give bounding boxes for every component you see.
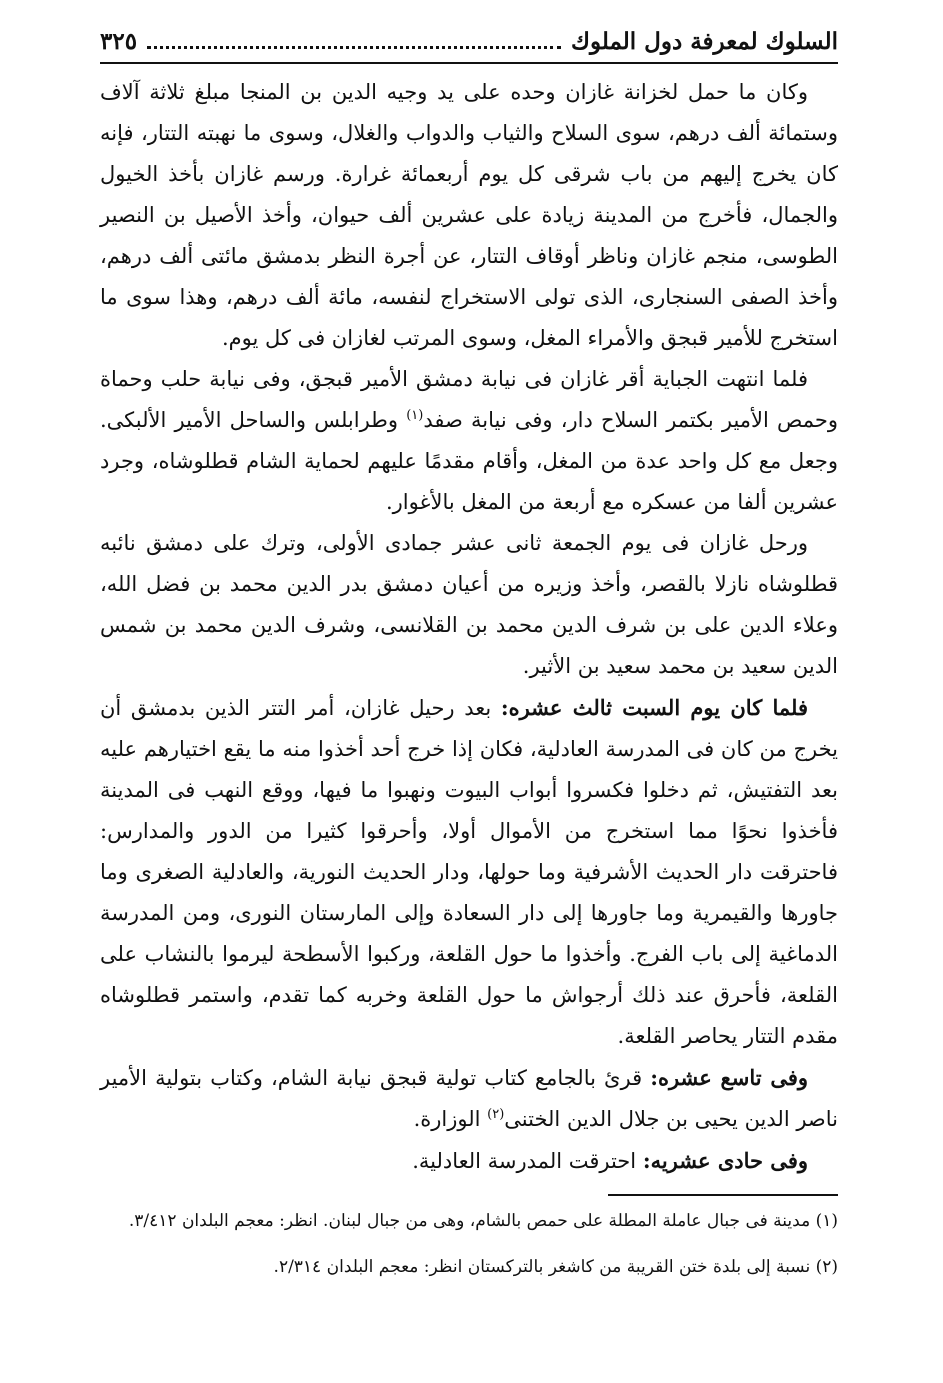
footnote-ref-2[interactable]: (٢): [487, 1107, 505, 1122]
paragraph-4-lead: فلما كان يوم السبت ثالث عشره:: [500, 695, 808, 720]
paragraph-6-text: احترقت المدرسة العادلية.: [412, 1149, 643, 1173]
page-number: ٣٢٥: [100, 28, 138, 55]
paragraph-2-text-continued: وطرابلس والساحل الأمير الألبكى. وجعل مع كل واحد عدة من المغل، وأقام مقدمًا عليهم لحماية الشام قطلوشاه، وجرد عشرين ألفا من عسكره مع أربعة من المغل بالأغوار.: [100, 408, 838, 514]
paragraph-2: [100, 359, 838, 523]
paragraph-5: [100, 1057, 838, 1140]
paragraph-2-text: فلما انتهت الجباية أقر غازان فى نيابة دمشق الأمير قبجق، وفى نيابة حلب وحماة وحمص الأمير بكتمر السلاح دار، وفى نيابة صفد: [100, 367, 838, 432]
paragraph-5-lead: وفى تاسع عشره:: [650, 1065, 808, 1090]
paragraph-6: [100, 1140, 838, 1182]
paragraph-3: ورحل غازان فى يوم الجمعة ثانى عشر جمادى الأولى، وترك على دمشق نائبه قطلوشاه نازلا بالقصر، وأخذ وزيره من أعيان دمشق بدر الدين محمد بن فضل الله، وعلاء الدين على بن شرف الدين محمد بن القلانسى، وشرف الدين محمد بن شمس الدين سعيد بن محمد سعيد بن الأثير.: [100, 531, 838, 678]
footnote-1: (١) مدينة فى جبال عاملة المطلة على حمص بالشام، وهى من جبال لبنان. انظر: معجم البلدان ٣/٤١٢.: [128, 1211, 838, 1231]
paragraph-4: [100, 687, 838, 1057]
paragraph-4-text: بعد رحيل غازان، أمر التتر الذين بدمشق أن يخرج من كان فى المدرسة العادلية، فكان إذا خرج أحد أخذوا منه ما يقع اختيارهم عليه بعد التفتيش، ثم دخلوا فكسروا أبواب البيوت ونهبوا ما فيها، ووقع النهب فى المدينة فأخذوا نحوًا مما استخرج من الأموال أولا، وأحرقوا كثيرا من الدور والمدارس: فاحترقت دار الحديث الأشرفية وما حولها، ودار الحديث النورية، والعادلية الصغرى وما جاورها والقيمرية وما جاورها إلى دار السعادة وإلى المارستان النورى، ومن المدرسة الدماغية إلى باب الفرج. وأخذوا ما حول القلعة، وركبوا الأسطحة ليرموا بالنشاب على القلعة، فأحرق عند ذلك أرجواش ما حول القلعة وخربه كما تقدم، واستمر قطلوشاه مقدم التتار يحاصر القلعة.: [100, 696, 838, 1048]
paragraph-6-lead: وفى حادى عشريه:: [642, 1148, 808, 1173]
paragraph-5-text-continued: الوزارة.: [413, 1107, 488, 1131]
footnote-ref-1[interactable]: (١): [406, 408, 424, 423]
running-header: [100, 24, 838, 64]
book-title: السلوك لمعرفة دول الملوك: [570, 28, 838, 55]
page: [100, 24, 838, 1296]
paragraph-5-text: قرئ بالجامع كتاب تولية قبجق نيابة الشام، وكتاب بتولية الأمير ناصر الدين يحيى بن جلال الدين الختنى: [100, 1066, 838, 1131]
paragraph-1: وكان ما حمل لخزانة غازان وحده على يد وجيه الدين بن المنجا مبلغ ثلاثة آلاف وستمائة ألف درهم، سوى السلاح والثياب والدواب والغلال، وسوى ما نهبته التتار، فإنه كان يخرج إليهم من باب شرقى كل يوم أربعمائة غرارة. ورسم غازان بأخذ الخيول والجمال، فأخرج من المدينة زيادة على عشرين ألف حيوان، وأخذ الأصيل بن النصير الطوسى، منجم غازان وناظر أوقاف التتار، عن أجرة النظر بدمشق مائتى ألف درهم، وأخذ الصفى السنجارى، الذى تولى الاستخراج لنفسه، مائة ألف درهم، وهذا سوى ما استخرج للأمير قبجق والأمراء المغل، وسوى المرتب لغازان فى كل يوم.: [100, 80, 838, 350]
footnote-separator: [608, 1194, 838, 1196]
main-text: [100, 72, 838, 1182]
header-leader-dots: [147, 46, 561, 49]
footnote-2: (٢) نسبة إلى بلدة ختن القريبة من كاشغر بالتركستان انظر: معجم البلدان ٢/٣١٤.: [273, 1257, 838, 1277]
